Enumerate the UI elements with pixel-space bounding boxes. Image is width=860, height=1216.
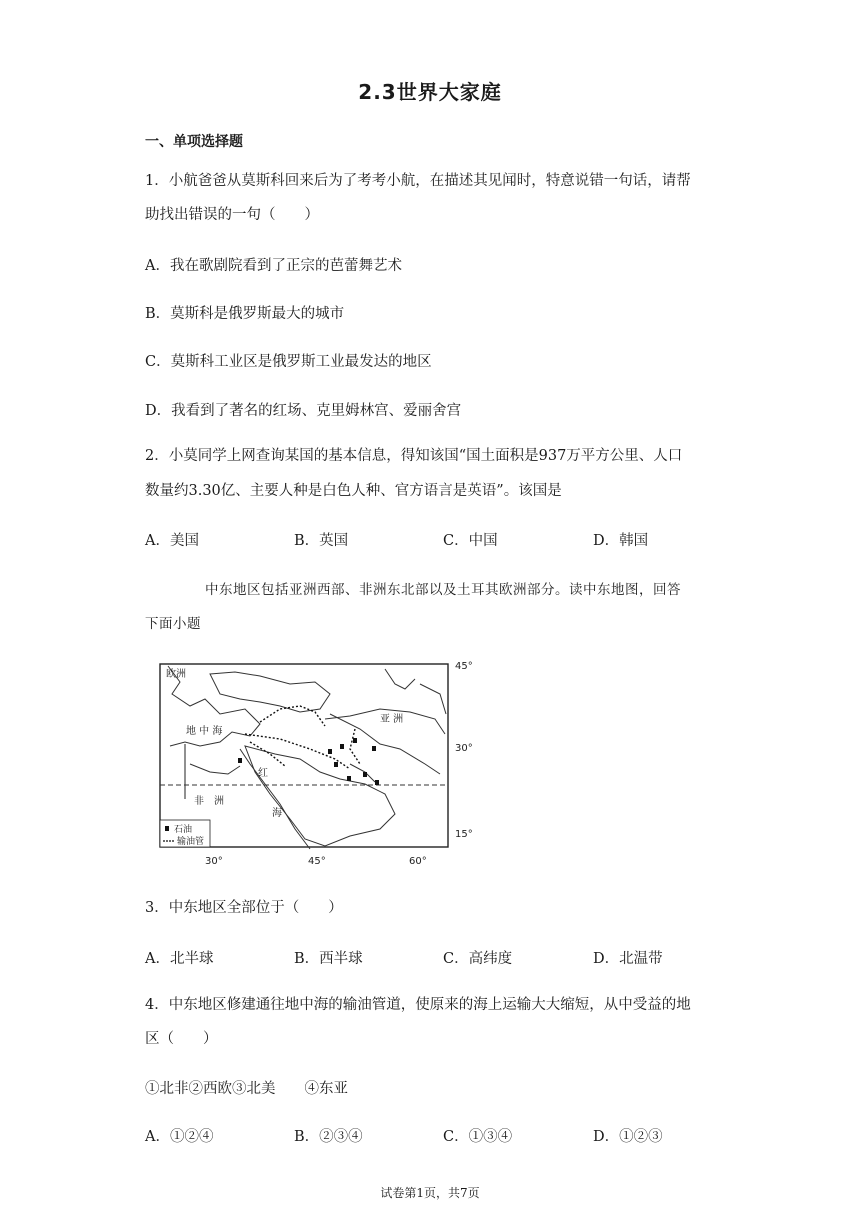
map-label-europe: 欧洲 [166,669,186,680]
question-1-stem-line2: 助找出错误的一句（ ） [145,207,319,223]
question-4-option-d[interactable]: D．①②③ [593,1129,663,1145]
map-label-mediterranean: 地 中 海 [186,726,223,737]
question-1-option-c[interactable]: C．莫斯科工业区是俄罗斯工业最发达的地区 [145,354,432,370]
question-1-option-b[interactable]: B．莫斯科是俄罗斯最大的城市 [145,306,345,322]
page-title: 2.3世界大家庭 [358,80,502,104]
lat-30: 30° [455,743,473,754]
question-4-option-a[interactable]: A．①②④ [145,1129,214,1145]
map-label-africa: 非 洲 [194,796,224,807]
legend-oil: 石油 [174,825,193,835]
lon-45: 45° [308,856,326,867]
map-label-asia: 亚 洲 [380,714,404,725]
question-4-choices: ①北非②西欧③北美 ④东亚 [145,1081,348,1097]
question-4-option-c[interactable]: C．①③④ [443,1129,513,1145]
question-1-option-a[interactable]: A．我在歌剧院看到了正宗的芭蕾舞艺术 [145,258,402,274]
question-2-option-b[interactable]: B．英国 [294,533,349,549]
question-3-option-c[interactable]: C．高纬度 [443,951,513,967]
passage-line1: 中东地区包括亚洲西部、非洲东北部以及土耳其欧洲部分。读中东地图，回答 [205,582,681,598]
lat-45: 45° [455,661,473,672]
question-2-option-a[interactable]: A．美国 [145,533,199,549]
map-label-red: 红 [258,768,268,779]
map-label-sea: 海 [272,808,282,819]
question-3-stem: 3．中东地区全部位于（ ） [145,900,343,916]
question-2-option-c[interactable]: C．中国 [443,533,498,549]
lon-30: 30° [205,856,223,867]
question-1-stem-line1: 1．小航爸爸从莫斯科回来后为了考考小航，在描述其见闻时，特意说错一句话，请帮 [145,173,691,189]
question-2-stem-line2: 数量约3.30亿、主要人种是白色人种、官方语言是英语”。该国是 [145,483,562,499]
section-heading: 一、单项选择题 [145,134,243,150]
page-footer: 试卷第1页，共7页 [380,1186,480,1200]
question-2-option-d[interactable]: D．韩国 [593,533,649,549]
question-3-option-b[interactable]: B．西半球 [294,951,363,967]
passage-line2: 下面小题 [145,616,201,632]
question-3-option-a[interactable]: A．北半球 [145,951,214,967]
question-1-option-d[interactable]: D．我看到了著名的红场、克里姆林宫、爱丽舍宫 [145,403,462,419]
lon-60: 60° [409,856,427,867]
question-2-stem-line1: 2．小莫同学上网查询某国的基本信息，得知该国“国土面积是937万平方公里、人口 [145,448,683,464]
middle-east-map [150,654,485,869]
question-4-stem-line1: 4．中东地区修建通往地中海的输油管道，使原来的海上运输大大缩短，从中受益的地 [145,997,691,1013]
legend-pipeline: 输油管 [177,837,205,847]
lat-15: 15° [455,829,473,840]
question-4-stem-line2: 区（ ） [145,1031,218,1047]
question-4-option-b[interactable]: B．②③④ [294,1129,363,1145]
question-3-option-d[interactable]: D．北温带 [593,951,663,967]
